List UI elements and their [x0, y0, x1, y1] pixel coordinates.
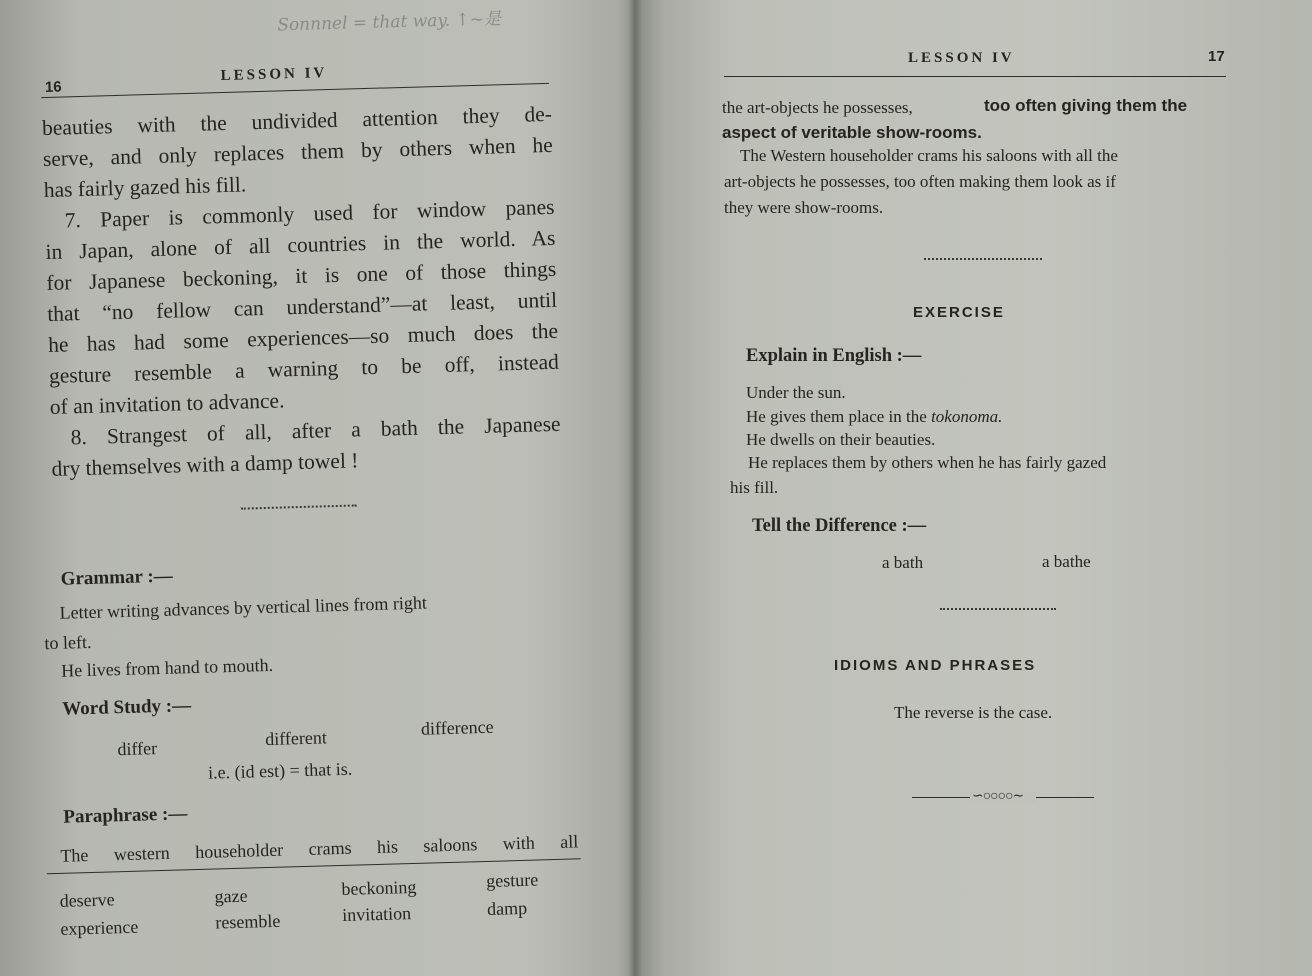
para2-line: The Western householder crams his saloons with all the — [740, 146, 1118, 165]
para2-line: they were show-rooms. — [724, 198, 884, 217]
idioms-heading: IDIOMS AND PHRASES — [834, 657, 1037, 674]
paragraph-line: has fairly gazed his fill. — [43, 172, 247, 203]
vocab-word: deserve — [59, 889, 115, 911]
grammar-line: He lives from hand to mouth. — [60, 654, 274, 681]
section-divider — [940, 602, 1056, 610]
paraphrase-label: Paraphrase :— — [63, 803, 188, 828]
page-number-right: 17 — [1208, 48, 1225, 65]
word-study-word: differ — [117, 738, 158, 760]
para1-line: too often giving them the — [984, 96, 1188, 115]
grammar-line: Letter writing advances by vertical lines from right — [59, 592, 428, 623]
para1-line: the art-objects he possesses, — [722, 98, 913, 117]
exercise-heading: EXERCISE — [913, 304, 1005, 321]
paragraph-line: for Japanese beckoning, it is one of those things — [46, 256, 557, 295]
paragraph-line: serve, and only replaces them by others when he — [42, 132, 554, 172]
paragraph-line: beauties with the undivided attention they de- — [41, 101, 553, 141]
running-head-right: LESSON IV — [908, 50, 1015, 66]
left-page — [0, 0, 642, 976]
vocab-word: damp — [486, 897, 528, 919]
paragraph-line: that “no fellow can understand”—at least, until — [46, 287, 558, 326]
ie-line: i.e. (id est) = that is. — [207, 758, 353, 783]
difference-word: a bathe — [1042, 552, 1091, 571]
difference-label: Tell the Difference :— — [752, 516, 927, 536]
paragraph-line: 8. Strangest of all, after a bath the Japanese — [70, 411, 561, 450]
pencil-annotation: Sonnnel = that way. ↑∼是 — [277, 9, 502, 36]
section-divider — [241, 498, 357, 509]
vocab-word: beckoning — [341, 876, 417, 899]
explain-line: He dwells on their beauties. — [746, 430, 936, 449]
paraphrase-line: The western householder crams his saloons with all — [60, 831, 579, 866]
explain-line: his fill. — [730, 478, 779, 497]
idiom-line: The reverse is the case. — [894, 703, 1053, 722]
vocab-word: resemble — [215, 910, 281, 933]
paragraph-line: 7. Paper is commonly used for window panes — [64, 194, 555, 233]
para2-line: art-objects he possesses, too often making them look as if — [724, 172, 1116, 191]
section-divider — [924, 252, 1042, 260]
end-ornament: ∽○○○○∼ — [912, 788, 1094, 808]
paragraph-line: he has had some experiences—so much does the — [47, 318, 559, 357]
running-head-left: LESSON IV — [220, 65, 328, 85]
vocab-word: experience — [60, 916, 139, 939]
paragraph-line: of an invitation to advance. — [49, 388, 285, 419]
explain-label: Explain in English :— — [746, 346, 922, 366]
vocab-word: gesture — [485, 869, 539, 891]
word-study-word: difference — [420, 716, 494, 739]
paragraph-line: gesture resemble a warning to be off, instead — [48, 349, 560, 388]
tokonoma-word: tokonoma. — [931, 407, 1003, 426]
explain-line: Under the sun. — [746, 383, 846, 402]
word-study-label: Word Study :— — [62, 695, 192, 720]
right-page — [642, 0, 1312, 976]
vocab-word: invitation — [341, 903, 412, 925]
paragraph-line: dry themselves with a damp towel ! — [51, 448, 359, 481]
difference-word: a bath — [882, 553, 924, 572]
header-rule-left — [41, 83, 549, 98]
grammar-label: Grammar :— — [60, 565, 173, 590]
page-number-left: 16 — [44, 78, 62, 96]
grammar-line: to left. — [44, 631, 92, 654]
word-study-word: different — [264, 727, 328, 750]
vocab-word: gaze — [214, 885, 248, 907]
header-rule-right — [724, 76, 1226, 77]
paragraph-line: in Japan, alone of all countries in the world. As — [45, 225, 556, 265]
explain-line: He gives them place in the — [746, 407, 927, 426]
para1-line: aspect of veritable show-rooms. — [722, 123, 982, 142]
explain-line: He replaces them by others when he has fairly gazed — [748, 453, 1107, 472]
